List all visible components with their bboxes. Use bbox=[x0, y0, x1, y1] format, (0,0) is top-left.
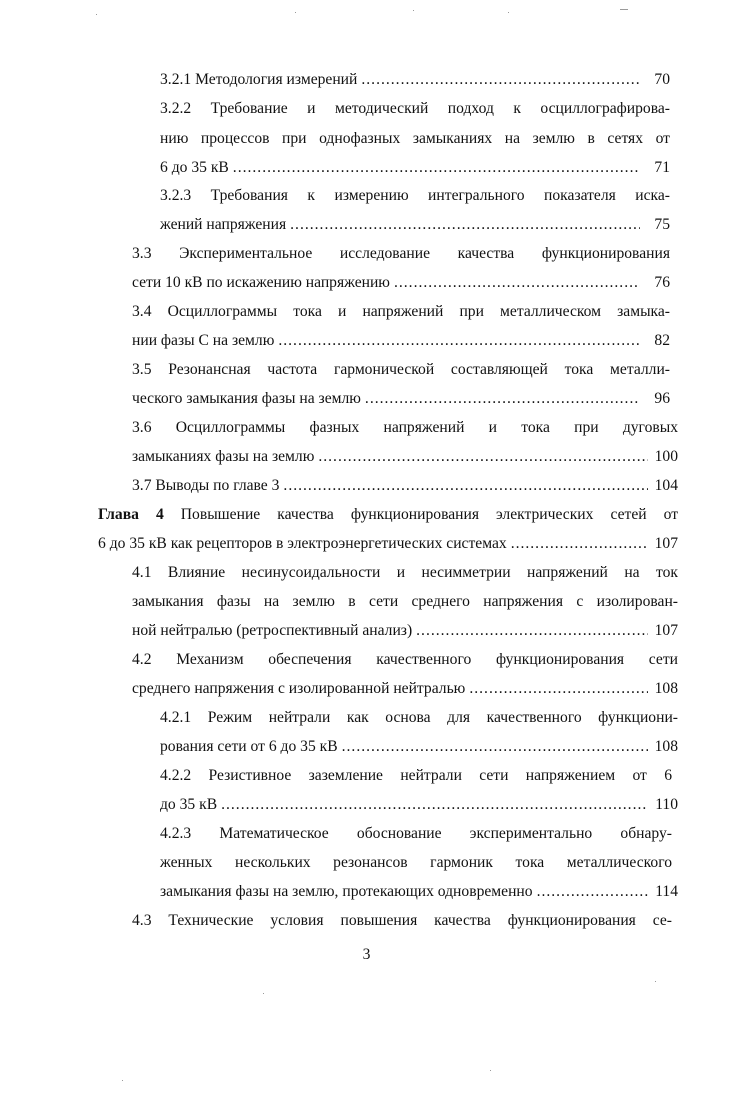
toc-leader-dots bbox=[365, 389, 640, 409]
toc-entry-4-1-line2: замыкания фазы на землю в сети среднего напряжения с изолирован- bbox=[132, 593, 678, 610]
toc-entry-4-2-3-line1: 4.2.3 Математическое обоснование экспериментально обнару- bbox=[160, 825, 672, 842]
toc-entry-3-2-2-line1: 3.2.2 Требование и методический подход к осциллографирова- bbox=[160, 100, 670, 117]
toc-entry-3-2-2[interactable] bbox=[160, 158, 670, 178]
toc-leader-dots bbox=[278, 331, 640, 351]
chapter-label: Глава 4 bbox=[98, 506, 164, 523]
toc-entry-title: до 35 кВ bbox=[160, 796, 218, 813]
toc-leader-dots bbox=[221, 795, 648, 815]
toc-page-number: 108 bbox=[654, 738, 678, 755]
toc-entry-4-1-line1: 4.1 Влияние несинусоидальности и несимметрии напряжений на ток bbox=[132, 564, 678, 581]
toc-entry-3-2-2-line2: нию процессов при однофазных замыканиях на землю в сетях от bbox=[160, 130, 670, 147]
toc-entry-title: рования сети от 6 до 35 кВ bbox=[160, 738, 338, 755]
page-number: 3 bbox=[362, 946, 371, 963]
toc-page-number: 76 bbox=[654, 274, 670, 291]
toc-leader-dots bbox=[318, 447, 648, 467]
scan-speck bbox=[263, 993, 264, 994]
toc-page-number: 70 bbox=[654, 71, 670, 88]
toc-entry-4-2-2[interactable] bbox=[160, 795, 678, 815]
toc-leader-dots bbox=[290, 215, 640, 235]
toc-entry-3-4[interactable] bbox=[132, 331, 670, 351]
chapter-title: Повышение качества функционирования электрических сетей от bbox=[180, 506, 679, 523]
toc-leader-dots bbox=[361, 70, 640, 90]
scan-speck bbox=[620, 9, 628, 10]
scan-speck bbox=[655, 981, 656, 982]
toc-entry-3-5[interactable] bbox=[132, 389, 670, 409]
toc-entry-title: сети 10 кВ по искажению напряжению bbox=[132, 274, 390, 291]
toc-page-number: 71 bbox=[654, 159, 670, 176]
toc-entry-4-2-1[interactable] bbox=[160, 737, 678, 757]
toc-entry-3-4-line1: 3.4 Осциллограммы тока и напряжений при металлическом замыка- bbox=[132, 303, 670, 320]
toc-page-number: 96 bbox=[654, 390, 670, 407]
toc-entry-3-3-line1: 3.3 Экспериментальное исследование качества функционирования bbox=[132, 245, 670, 262]
toc-page-number: 100 bbox=[654, 448, 678, 465]
toc-page-number: 75 bbox=[654, 216, 670, 233]
toc-entry-title: жений напряжения bbox=[160, 216, 287, 233]
toc-entry-4-2-3-line2: женных нескольких резонансов гармоник тока металлического bbox=[160, 854, 672, 871]
toc-leader-dots bbox=[416, 621, 648, 641]
toc-entry-3-2-3-line1: 3.2.3 Требования к измерению интегрального показателя иска- bbox=[160, 187, 670, 204]
toc-entry-title: среднего напряжения с изолированной нейтралью bbox=[132, 680, 466, 697]
toc-chapter-4[interactable] bbox=[98, 534, 678, 554]
toc-leader-dots bbox=[537, 882, 648, 902]
toc-entry-4-2-1-line1: 4.2.1 Режим нейтрали как основа для качественного функциони- bbox=[160, 709, 678, 726]
toc-entry-4-2-line1: 4.2 Механизм обеспечения качественного функционирования сети bbox=[132, 651, 678, 668]
toc-entry-4-3-line1[interactable]: 4.3 Технические условия повышения качества функционирования се- bbox=[132, 912, 672, 929]
toc-entry-3-2-1[interactable] bbox=[160, 70, 670, 90]
toc-leader-dots bbox=[283, 476, 648, 496]
toc-entry-3-7[interactable] bbox=[132, 476, 678, 496]
scan-speck bbox=[122, 1080, 123, 1081]
toc-leader-dots bbox=[342, 737, 648, 757]
toc-entry-title: замыканиях фазы на землю bbox=[132, 448, 315, 465]
toc-entry-4-2[interactable] bbox=[132, 679, 678, 699]
toc-leader-dots bbox=[233, 158, 640, 178]
toc-entry-title: нии фазы С на землю bbox=[132, 332, 275, 349]
toc-page-number: 107 bbox=[654, 622, 678, 639]
toc-entry-title: 6 до 35 кВ как рецепторов в электроэнергетических системах bbox=[98, 535, 507, 552]
toc-entry-3-2-3[interactable] bbox=[160, 215, 670, 235]
scan-speck bbox=[508, 12, 509, 13]
toc-entry-3-3[interactable] bbox=[132, 273, 670, 293]
toc-entry-4-2-3[interactable] bbox=[160, 882, 678, 902]
toc-entry-title: ной нейтралью (ретроспективный анализ) bbox=[132, 622, 413, 639]
toc-entry-4-1[interactable] bbox=[132, 621, 678, 641]
toc-page-number: 110 bbox=[655, 796, 678, 813]
toc-entry-title: замыкания фазы на землю, протекающих одновременно bbox=[160, 883, 533, 900]
toc-chapter-4-line1 bbox=[98, 505, 678, 525]
toc-entry-4-2-2-line1: 4.2.2 Резистивное заземление нейтрали сети напряжением от 6 bbox=[160, 767, 672, 784]
toc-leader-dots bbox=[469, 679, 648, 699]
scan-speck bbox=[413, 10, 414, 11]
scan-speck bbox=[490, 1070, 491, 1071]
scan-speck bbox=[295, 12, 296, 13]
toc-page-number: 104 bbox=[654, 477, 678, 494]
toc-entry-title: 6 до 35 кВ bbox=[160, 159, 229, 176]
toc-page-number: 82 bbox=[654, 332, 670, 349]
toc-entry-3-6[interactable] bbox=[132, 447, 678, 467]
toc-entry-title: 3.2.1 Методология измерений bbox=[160, 71, 358, 88]
toc-leader-dots bbox=[511, 534, 648, 554]
toc-page-number: 114 bbox=[655, 883, 678, 900]
toc-entry-3-6-line1: 3.6 Осциллограммы фазных напряжений и тока при дуговых bbox=[132, 419, 678, 436]
toc-entry-title: ческого замыкания фазы на землю bbox=[132, 390, 361, 407]
toc-entry-title: 3.7 Выводы по главе 3 bbox=[132, 477, 280, 494]
toc-entry-3-5-line1: 3.5 Резонансная частота гармонической составляющей тока металли- bbox=[132, 361, 670, 378]
toc-leader-dots bbox=[394, 273, 640, 293]
toc-page-number: 108 bbox=[654, 680, 678, 697]
scan-speck bbox=[96, 14, 97, 15]
toc-page-number: 107 bbox=[654, 535, 678, 552]
